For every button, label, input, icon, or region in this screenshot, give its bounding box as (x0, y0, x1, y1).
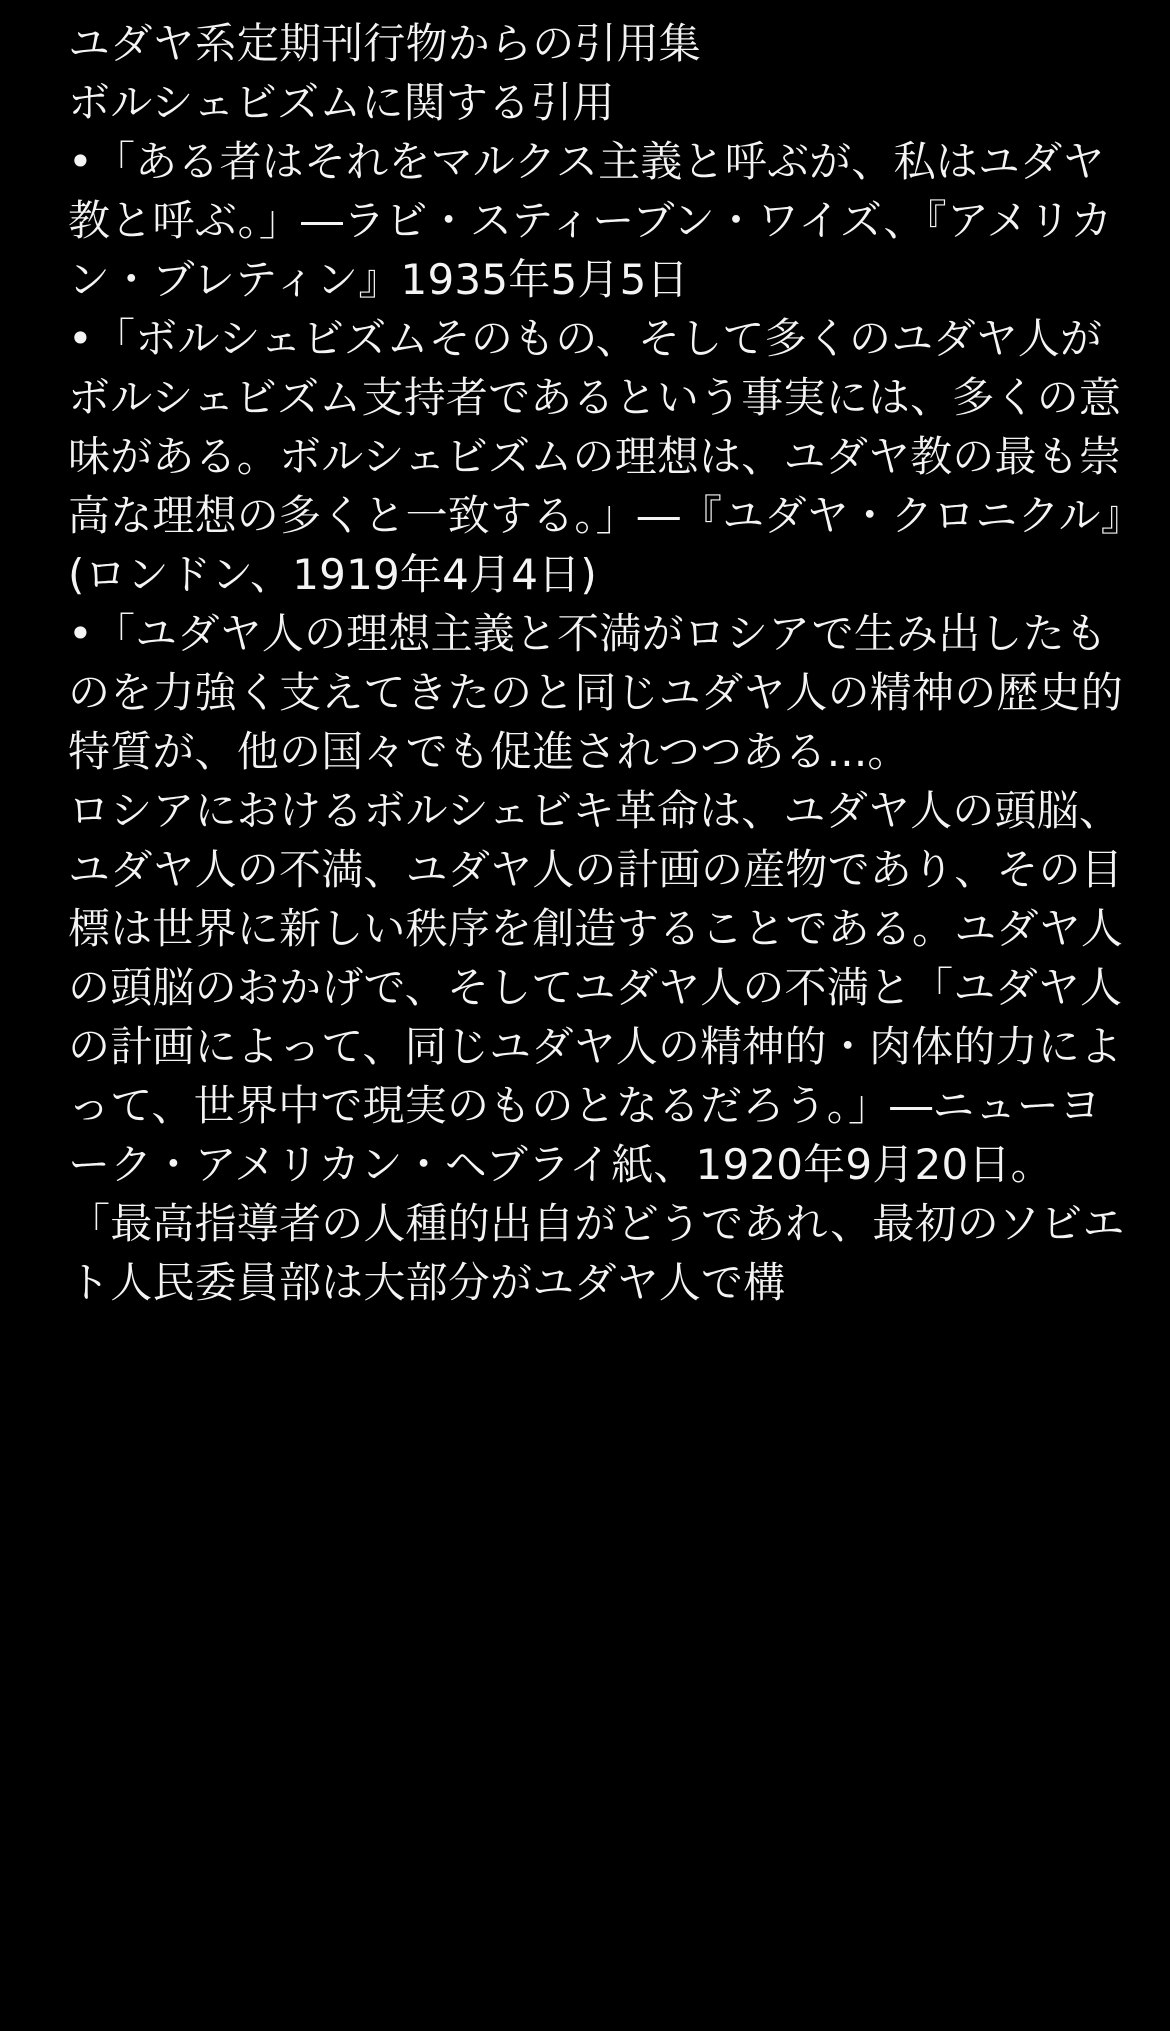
document-subtitle: ボルシェビズムに関する引用 (68, 78, 615, 127)
quote-item-4: 「最高指導者の人種的出自がどうであれ、最初のソビエト人民委員部は大部分がユダヤ人で構 (68, 1199, 1125, 1307)
quote-item-1: •「ある者はそれをマルクス主義と呼ぶが、私はユダヤ教と呼ぶ。」―ラビ・スティーブン・ワイズ、『アメリカン・ブレティン』1935年5月5日 (68, 137, 1113, 304)
document-title: ユダヤ系定期刊行物からの引用集 (68, 19, 702, 68)
document-body (68, 14, 1128, 1312)
quote-item-3: •「ユダヤ人の理想主義と不満がロシアで生み出したものを力強く支えてきたのと同じユダヤ人の精神の歴史的特質が、他の国々でも促進されつつある...。 (68, 609, 1124, 776)
quote-item-3-continuation: ロシアにおけるボルシェビキ革命は、ユダヤ人の頭脳、ユダヤ人の不満、ユダヤ人の計画の産物であり、その目標は世界に新しい秩序を創造することである。ユダヤ人の頭脳のおかげで、そしてユダヤ人の不満と「ユダヤ人の計画によって、同じユダヤ人の精神的・肉体的力によって、世界中で現実のものとなるだろう。」―ニューヨーク・アメリカン・ヘブライ紙、1920年9月20日。 (68, 786, 1124, 1189)
quote-item-2: •「ボルシェビズムそのもの、そして多くのユダヤ人がボルシェビズム支持者であるという事実には、多くの意味がある。ボルシェビズムの理想は、ユダヤ教の最も崇高な理想の多くと一致する。」―『ユダヤ・クロニクル』(ロンドン、1919年4月4日) (68, 314, 1122, 599)
